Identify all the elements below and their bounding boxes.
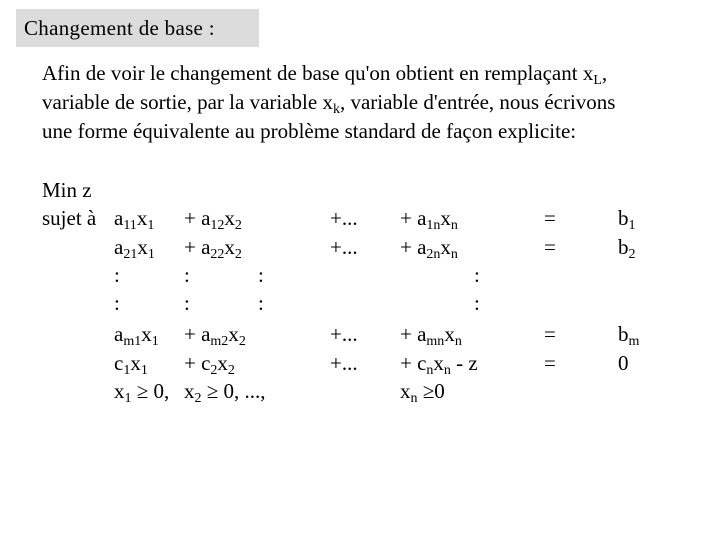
- term-subscript: 2: [628, 247, 636, 262]
- term-subscript: 1: [147, 218, 155, 233]
- term-base: x: [224, 235, 235, 259]
- term-subscript: n: [426, 363, 434, 378]
- term-r4-c3: :: [258, 291, 264, 315]
- term-base: :: [114, 263, 120, 287]
- term-base: ≥ 0,: [131, 379, 170, 403]
- term-r3-c5b: :: [474, 263, 480, 287]
- term-subscript: n: [454, 334, 462, 349]
- term-base: + a: [184, 206, 211, 230]
- term-subscript: 1: [124, 391, 132, 406]
- term-subscript: 2n: [426, 247, 441, 262]
- term-subscript: 2: [238, 334, 246, 349]
- term-base: x: [433, 351, 444, 375]
- term-r1-c6: =: [544, 206, 556, 230]
- term-base: x: [217, 351, 228, 375]
- term-r4-c2: [184, 290, 190, 316]
- term-base: x: [184, 379, 195, 403]
- term-subscript: 22: [210, 247, 225, 262]
- term-subscript: m: [628, 334, 640, 349]
- term-base: - z: [450, 351, 478, 375]
- slide-title-text: Changement de base :: [24, 16, 215, 40]
- term-base: 0: [618, 351, 629, 375]
- term-base: ≥ 0, ...,: [201, 379, 266, 403]
- term-base: x: [444, 322, 455, 346]
- term-r2-c5: [400, 234, 458, 260]
- term-r6-c7: [618, 350, 629, 376]
- term-r1-c5: [400, 205, 458, 231]
- intro-line-2-tail: , variable d'entrée, nous écrivons: [339, 90, 616, 114]
- term-base: b: [618, 235, 629, 259]
- term-r1-c4: +...: [330, 206, 358, 230]
- term-base: ≥0: [417, 379, 445, 403]
- term-r3-c2: [184, 262, 190, 288]
- term-subscript: 21: [123, 247, 138, 262]
- term-r6-c2: [184, 350, 235, 376]
- term-r5-c6: =: [544, 322, 556, 346]
- term-base: x: [130, 351, 141, 375]
- term-subscript: 12: [210, 218, 225, 233]
- term-subscript: mn: [426, 334, 445, 349]
- term-subscript: n: [450, 218, 458, 233]
- term-subscript: 2: [210, 363, 218, 378]
- term-subscript: n: [410, 391, 418, 406]
- intro-line-1-subscript: L: [593, 73, 602, 88]
- intro-paragraph: [42, 59, 712, 146]
- intro-line-1-tail: ,: [601, 61, 608, 85]
- term-base: :: [184, 291, 190, 315]
- term-base: + c: [400, 351, 427, 375]
- term-base: x: [136, 206, 148, 230]
- term-base: + a: [184, 322, 211, 346]
- term-subscript: 2: [194, 391, 202, 406]
- term-r7-c2: [184, 378, 266, 404]
- term-subscript: 1: [123, 363, 131, 378]
- term-base: x: [228, 322, 239, 346]
- term-subscript: 2: [234, 247, 242, 262]
- term-subscript: 1: [140, 363, 148, 378]
- term-base: x: [114, 379, 125, 403]
- term-r2-c6: =: [544, 235, 556, 259]
- term-base: + a: [400, 322, 427, 346]
- term-base: a: [114, 206, 124, 230]
- term-subscript: 1n: [426, 218, 441, 233]
- term-r6-c4: +...: [330, 351, 358, 375]
- term-r6-c6: =: [544, 351, 556, 375]
- term-base: a: [114, 235, 124, 259]
- term-base: + a: [400, 235, 427, 259]
- term-base: :: [184, 263, 190, 287]
- intro-line-2-subscript: k: [332, 102, 340, 117]
- term-base: c: [114, 351, 124, 375]
- term-base: + c: [184, 351, 211, 375]
- objective-label: Min z: [42, 178, 92, 202]
- term-base: a: [114, 322, 124, 346]
- intro-line-2-text: variable de sortie, par la variable x: [42, 90, 333, 114]
- term-r1-c2: [184, 205, 242, 231]
- term-subscript: 2: [227, 363, 235, 378]
- term-r3-c1: [114, 262, 120, 288]
- term-r5-c2: [184, 321, 246, 347]
- term-r7-c1: [114, 378, 169, 404]
- intro-line-1: [42, 59, 712, 88]
- term-r2-c2: [184, 234, 242, 260]
- term-base: x: [440, 206, 451, 230]
- term-r6-c1: [114, 350, 148, 376]
- slide-title: [16, 9, 259, 47]
- term-r5-c4: +...: [330, 322, 358, 346]
- term-base: x: [224, 206, 235, 230]
- term-r4-c5b: :: [474, 291, 480, 315]
- term-subscript: 1: [147, 247, 155, 262]
- term-base: x: [141, 322, 152, 346]
- term-base: b: [618, 206, 629, 230]
- term-base: x: [400, 379, 411, 403]
- term-base: + a: [400, 206, 427, 230]
- term-r5-c1: [114, 321, 159, 347]
- term-r2-c1: [114, 234, 155, 260]
- intro-line-1-text: Afin de voir le changement de base qu'on obtient en remplaçant x: [42, 61, 594, 85]
- term-r6-c5: [400, 350, 478, 376]
- term-r4-c1: [114, 290, 120, 316]
- term-r1-c1: [114, 205, 154, 231]
- term-r5-c5: [400, 321, 462, 347]
- term-base: + a: [184, 235, 211, 259]
- term-subscript: n: [450, 247, 458, 262]
- term-r5-c7: [618, 321, 639, 347]
- subject-to-label: sujet à: [42, 206, 97, 230]
- intro-line-2: [42, 88, 712, 117]
- term-subscript: n: [443, 363, 451, 378]
- term-base: x: [137, 235, 148, 259]
- term-base: :: [114, 291, 120, 315]
- term-subscript: 1: [628, 218, 636, 233]
- term-r2-c7: [618, 234, 636, 260]
- term-r1-c7: [618, 205, 636, 231]
- term-subscript: 2: [234, 218, 242, 233]
- term-base: x: [440, 235, 451, 259]
- term-r3-c3: :: [258, 263, 264, 287]
- term-base: b: [618, 322, 629, 346]
- term-subscript: m2: [210, 334, 229, 349]
- term-r2-c4: +...: [330, 235, 358, 259]
- term-subscript: 11: [123, 218, 137, 233]
- term-subscript: m1: [123, 334, 142, 349]
- term-subscript: 1: [151, 334, 159, 349]
- intro-line-3: une forme équivalente au problème standard de façon explicite:: [42, 119, 577, 143]
- term-r7-c5: [400, 378, 445, 404]
